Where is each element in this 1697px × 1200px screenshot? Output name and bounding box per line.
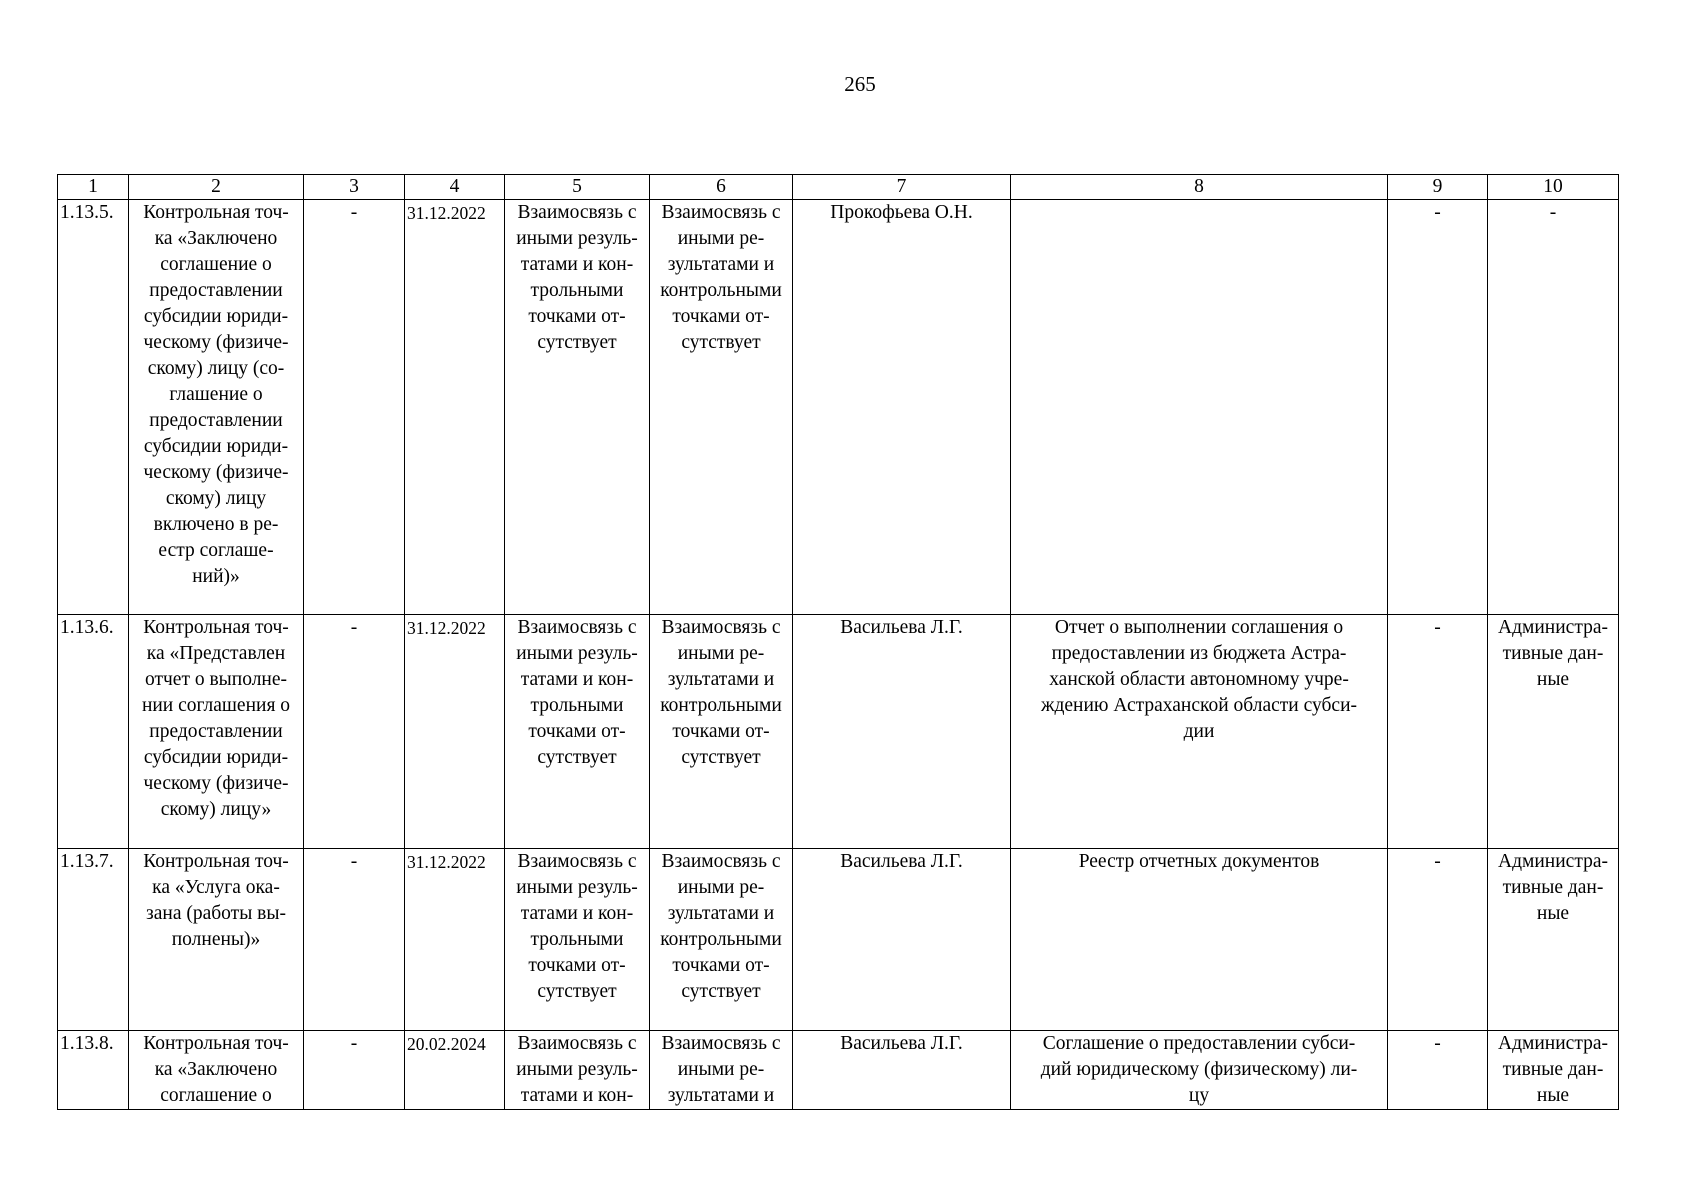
deadline-date: 31.12.2022 (405, 200, 505, 615)
cell-col10: - (1488, 200, 1619, 615)
relations-col5: Взаимосвязь с иными резуль- татами и кон- (505, 1031, 650, 1110)
control-point-name: Контрольная точ- ка «Заключено соглашение о (129, 1031, 304, 1110)
control-point-name: Контрольная точ- ка «Заключено соглашение о предоставлении субсидии юриди- ческому (физиче- скому) лицу (со- глашение о предоставлении субсидии юриди- ческому (физиче- скому) лицу включено в ре- естр соглаше- ний)» (129, 200, 304, 615)
header-cell: 7 (793, 175, 1011, 200)
header-cell: 3 (304, 175, 405, 200)
cell-col9: - (1388, 849, 1488, 1031)
deadline-date: 31.12.2022 (405, 849, 505, 1031)
table-header-row (58, 175, 1619, 200)
cell-col3: - (304, 1031, 405, 1110)
row-number: 1.13.7. (58, 849, 129, 1031)
relations-col6: Взаимосвязь с иными ре- зультатами и контрольными точками от- сутствует (650, 615, 793, 849)
table-row (58, 1031, 1619, 1110)
row-number: 1.13.6. (58, 615, 129, 849)
control-points-table (57, 174, 1619, 1110)
header-cell: 8 (1011, 175, 1388, 200)
table-row (58, 200, 1619, 615)
cell-col3: - (304, 200, 405, 615)
responsible-person: Васильева Л.Г. (793, 615, 1011, 849)
row-number: 1.13.8. (58, 1031, 129, 1110)
relations-col5: Взаимосвязь с иными резуль- татами и кон- трольными точками от- сутствует (505, 615, 650, 849)
responsible-person: Прокофьева О.Н. (793, 200, 1011, 615)
cell-col10: Администра- тивные дан- ные (1488, 849, 1619, 1031)
table-row (58, 615, 1619, 849)
table-row (58, 849, 1619, 1031)
header-cell: 5 (505, 175, 650, 200)
cell-col10: Администра- тивные дан- ные (1488, 1031, 1619, 1110)
cell-col10: Администра- тивные дан- ные (1488, 615, 1619, 849)
deadline-date: 20.02.2024 (405, 1031, 505, 1110)
document-type (1011, 200, 1388, 615)
document-type: Реестр отчетных документов (1011, 849, 1388, 1031)
header-cell: 6 (650, 175, 793, 200)
header-cell: 9 (1388, 175, 1488, 200)
responsible-person: Васильева Л.Г. (793, 849, 1011, 1031)
cell-col9: - (1388, 1031, 1488, 1110)
page-number: 265 (844, 72, 876, 96)
header-cell: 4 (405, 175, 505, 200)
responsible-person: Васильева Л.Г. (793, 1031, 1011, 1110)
relations-col5: Взаимосвязь с иными резуль- татами и кон- трольными точками от- сутствует (505, 849, 650, 1031)
relations-col6: Взаимосвязь с иными ре- зультатами и контрольными точками от- сутствует (650, 200, 793, 615)
cell-col9: - (1388, 615, 1488, 849)
control-point-name: Контрольная точ- ка «Представлен отчет о выполне- нии соглашения о предоставлении субсидии юриди- ческому (физиче- скому) лицу» (129, 615, 304, 849)
document-type: Отчет о выполнении соглашения о предоставлении из бюджета Астра- ханской области автономному учре- ждению Астраханской области субси- дии (1011, 615, 1388, 849)
deadline-date: 31.12.2022 (405, 615, 505, 849)
row-number: 1.13.5. (58, 200, 129, 615)
cell-col3: - (304, 849, 405, 1031)
cell-col9: - (1388, 200, 1488, 615)
cell-col3: - (304, 615, 405, 849)
document-type: Соглашение о предоставлении субси- дий юридическому (физическому) ли- цу (1011, 1031, 1388, 1110)
relations-col6: Взаимосвязь с иными ре- зультатами и контрольными точками от- сутствует (650, 849, 793, 1031)
header-cell: 2 (129, 175, 304, 200)
relations-col6: Взаимосвязь с иными ре- зультатами и (650, 1031, 793, 1110)
control-point-name: Контрольная точ- ка «Услуга ока- зана (работы вы- полнены)» (129, 849, 304, 1031)
header-cell: 1 (58, 175, 129, 200)
header-cell: 10 (1488, 175, 1619, 200)
relations-col5: Взаимосвязь с иными резуль- татами и кон- трольными точками от- сутствует (505, 200, 650, 615)
